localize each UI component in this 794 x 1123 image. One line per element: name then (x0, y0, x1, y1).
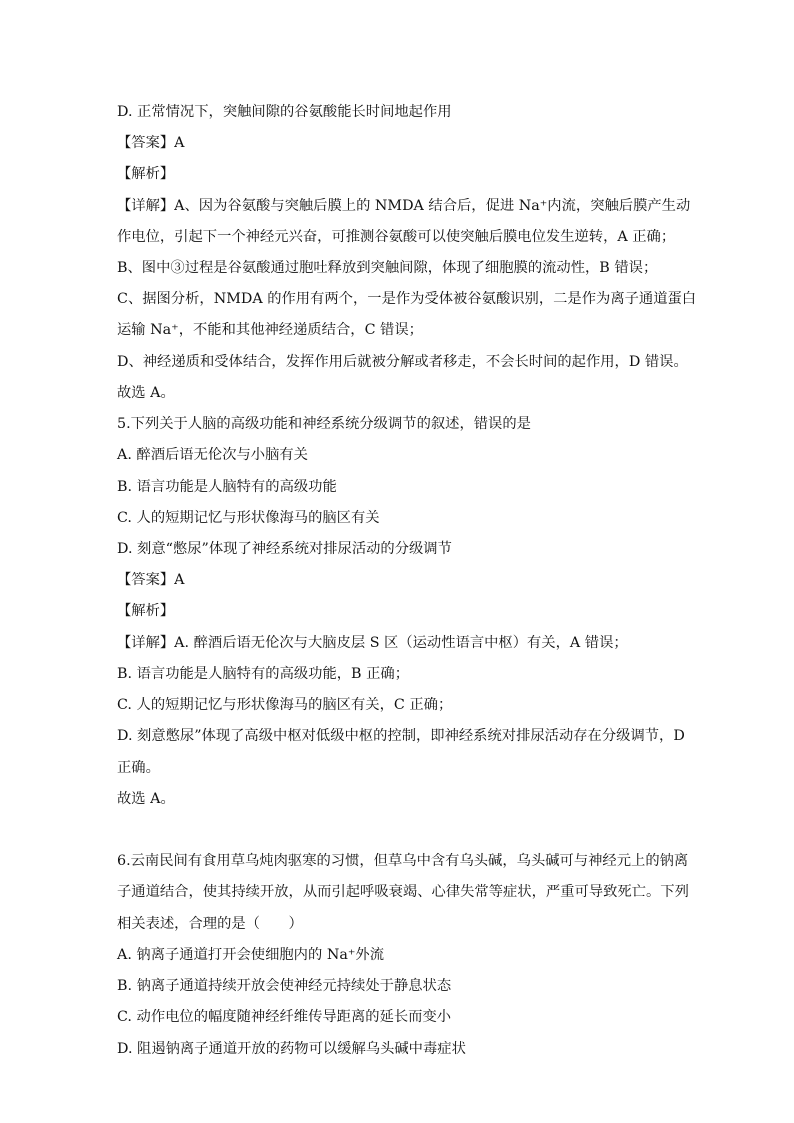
question-stem: 6.云南民间有食用草乌炖肉驱寒的习惯，但草乌中含有乌头碱，乌头碱可与神经元上的钠离 (117, 853, 689, 869)
text-line: B. 语言功能是人脑特有的高级功能，B 正确； (117, 666, 409, 682)
analysis-label: 【解析】 (117, 603, 175, 619)
option-c: C. 动作电位的幅度随神经纤维传导距离的延长而变小 (117, 1009, 452, 1025)
option-a: A. 醉酒后语无伦次与小脑有关 (117, 447, 308, 463)
option-b: B. 语言功能是人脑特有的高级功能 (117, 479, 337, 495)
text-line: C、据图分析，NMDA 的作用有两个，一是作为受体被谷氨酸识别，二是作为离子通道蛋白 (117, 291, 697, 307)
text-line: C. 人的短期记忆与形状像海马的脑区有关，C 正确； (117, 697, 453, 713)
text-line: D. 正常情况下，突触间隙的谷氨酸能长时间地起作用 (117, 104, 452, 120)
option-b: B. 钠离子通道持续开放会使神经元持续处于静息状态 (117, 978, 452, 994)
question-stem: 5.下列关于人脑的高级功能和神经系统分级调节的叙述，错误的是 (117, 416, 531, 432)
question-stem: 相关表述，合理的是（ ） (117, 916, 303, 932)
option-d: D. 阻遏钠离子通道开放的药物可以缓解乌头碱中毒症状 (117, 1041, 466, 1057)
text-line: 故选 A。 (117, 385, 175, 401)
text-line: 故选 A。 (117, 791, 175, 807)
answer-label: 【答案】A (117, 135, 185, 151)
text-line: 运输 Na⁺，不能和其他神经递质结合，C 错误； (117, 322, 423, 338)
text-line: 【详解】A. 醉酒后语无伦次与大脑皮层 S 区（运动性语言中枢）有关，A 错误； (117, 635, 628, 651)
text-line: 作电位，引起下一个神经元兴奋，可推测谷氨酸可以使突触后膜电位发生逆转，A 正确； (117, 229, 676, 245)
analysis-label: 【解析】 (117, 166, 175, 182)
text-line: D. 刻意憋尿”体现了高级中枢对低级中枢的控制，即神经系统对排尿活动存在分级调节，D (117, 728, 685, 744)
text-line: 正确。 (117, 760, 160, 776)
option-c: C. 人的短期记忆与形状像海马的脑区有关 (117, 510, 380, 526)
text-line: 【详解】A、因为谷氨酸与突触后膜上的 NMDA 结合后，促进 Na⁺内流，突触后膜产生动 (117, 198, 691, 214)
text-line: D、神经递质和受体结合，发挥作用后就被分解或者移走，不会长时间的起作用，D 错误。 (117, 354, 688, 370)
option-d: D. 刻意“憋尿”体现了神经系统对排尿活动的分级调节 (117, 541, 452, 557)
option-a: A. 钠离子通道打开会使细胞内的 Na⁺外流 (117, 947, 384, 963)
text-line: B、图中③过程是谷氨酸通过胞吐释放到突触间隙，体现了细胞膜的流动性，B 错误； (117, 260, 658, 276)
question-stem: 子通道结合，使其持续开放，从而引起呼吸衰竭、心律失常等症状，严重可导致死亡。下列 (117, 884, 689, 900)
answer-label: 【答案】A (117, 572, 185, 588)
